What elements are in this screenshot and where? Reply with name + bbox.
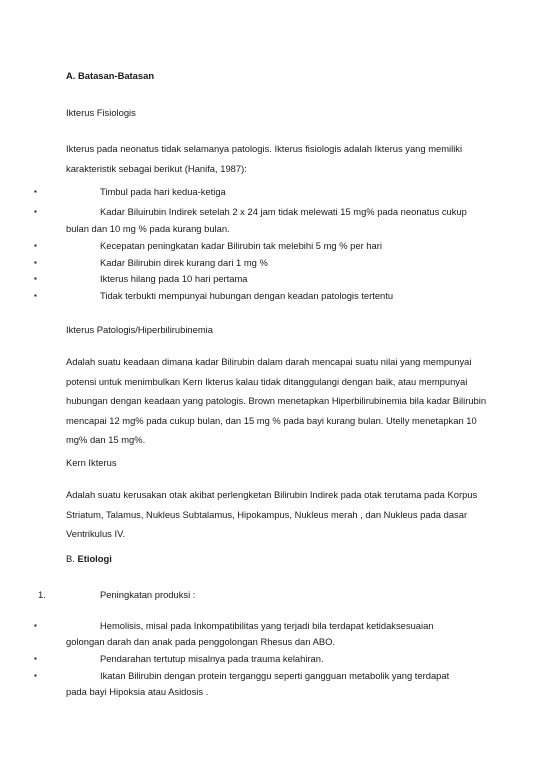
paragraph-patologis: Adalah suatu keadaan dimana kadar Bilirubin dalam darah mencapai suatu nilai yang mempunyai potensi untuk menimbulkan Kern Ikterus kalau tidak ditanggulangi dengan baik, atau mempunyai hubungan dengan keadaan yang patologis. Brown menetapkan Hiperbilirubinemia bila kadar Bilirubin mencapai 12 mg% pada cukup bulan, dan 15 mg % pada bayi kurang bulan. Utelly menetapkan 10 mg% dan 15 mg%. <box>66 356 487 446</box>
bullet-icon: ▪ <box>34 187 37 196</box>
list-item: Kecepatan peningkatan kadar Bilirubin tak melebihi 5 mg % per hari <box>100 240 382 251</box>
list-item: Hemolisis, misal pada Inkompatibilitas yang terjadi bila terdapat ketidaksesuaian <box>100 620 434 631</box>
list-item: Timbul pada hari kedua-ketiga <box>100 186 226 197</box>
list-item: Ikatan Bilirubin dengan protein terganggu seperti gangguan metabolik yang terdapat <box>100 670 450 681</box>
subheading-kern-ikterus: Kern Ikterus <box>66 457 117 468</box>
paragraph-fisiologis: Ikterus pada neonatus tidak selamanya patologis. Ikterus fisiologis adalah Ikterus yang memiliki karakteristik sebagai berikut (Hanifa, 1987): <box>66 143 463 174</box>
list-item-continuation: pada bayi Hipoksia atau Asidosis . <box>66 686 209 697</box>
bullet-icon: ▪ <box>34 291 37 300</box>
list-number: 1. <box>38 589 46 600</box>
list-item: Kadar Biluirubin Indirek setelah 2 x 24 jam tidak melewati 15 mg% pada neonatus cukup <box>100 206 467 217</box>
heading-etiologi <box>66 553 112 565</box>
numbered-item: Peningkatan produksi : <box>100 589 196 600</box>
subheading-ikterus-fisiologis: Ikterus Fisiologis <box>66 107 136 118</box>
bullet-icon: ▪ <box>34 207 37 216</box>
list-item-continuation: golongan darah dan anak pada penggolongan Rhesus dan ABO. <box>66 636 335 647</box>
subheading-ikterus-patologis: Ikterus Patologis/Hiperbilirubinemia <box>66 324 213 335</box>
bullet-icon: ▪ <box>34 654 37 663</box>
bullet-icon: ▪ <box>34 274 37 283</box>
bullet-icon: ▪ <box>34 241 37 250</box>
list-item-continuation: bulan dan 10 mg % pada kurang bulan. <box>66 223 230 234</box>
bullet-icon: ▪ <box>34 621 37 630</box>
heading-etiologi-label: Etiologi <box>77 553 112 564</box>
paragraph-kern-ikterus: Adalah suatu kerusakan otak akibat perlengketan Bilirubin Indirek pada otak terutama pada Korpus Striatum, Talamus, Nukleus Subtalamus, Hipokampus, Nukleus merah , dan Nukleus pada dasar Ventrikulus IV. <box>66 489 478 540</box>
list-item: Ikterus hilang pada 10 hari pertama <box>100 273 248 284</box>
bullet-icon: ▪ <box>34 671 37 680</box>
list-item: Pendarahan tertutup misalnya pada trauma kelahiran. <box>100 653 324 664</box>
heading-batasan: A. Batasan-Batasan <box>66 70 155 81</box>
list-item: Tidak terbukti mempunyai hubungan dengan keadan patologis tertentu <box>100 290 394 301</box>
list-item: Kadar Bilirubin direk kurang dari 1 mg % <box>100 257 268 268</box>
heading-etiologi-prefix: B. <box>66 553 78 564</box>
bullet-icon: ▪ <box>34 258 37 267</box>
